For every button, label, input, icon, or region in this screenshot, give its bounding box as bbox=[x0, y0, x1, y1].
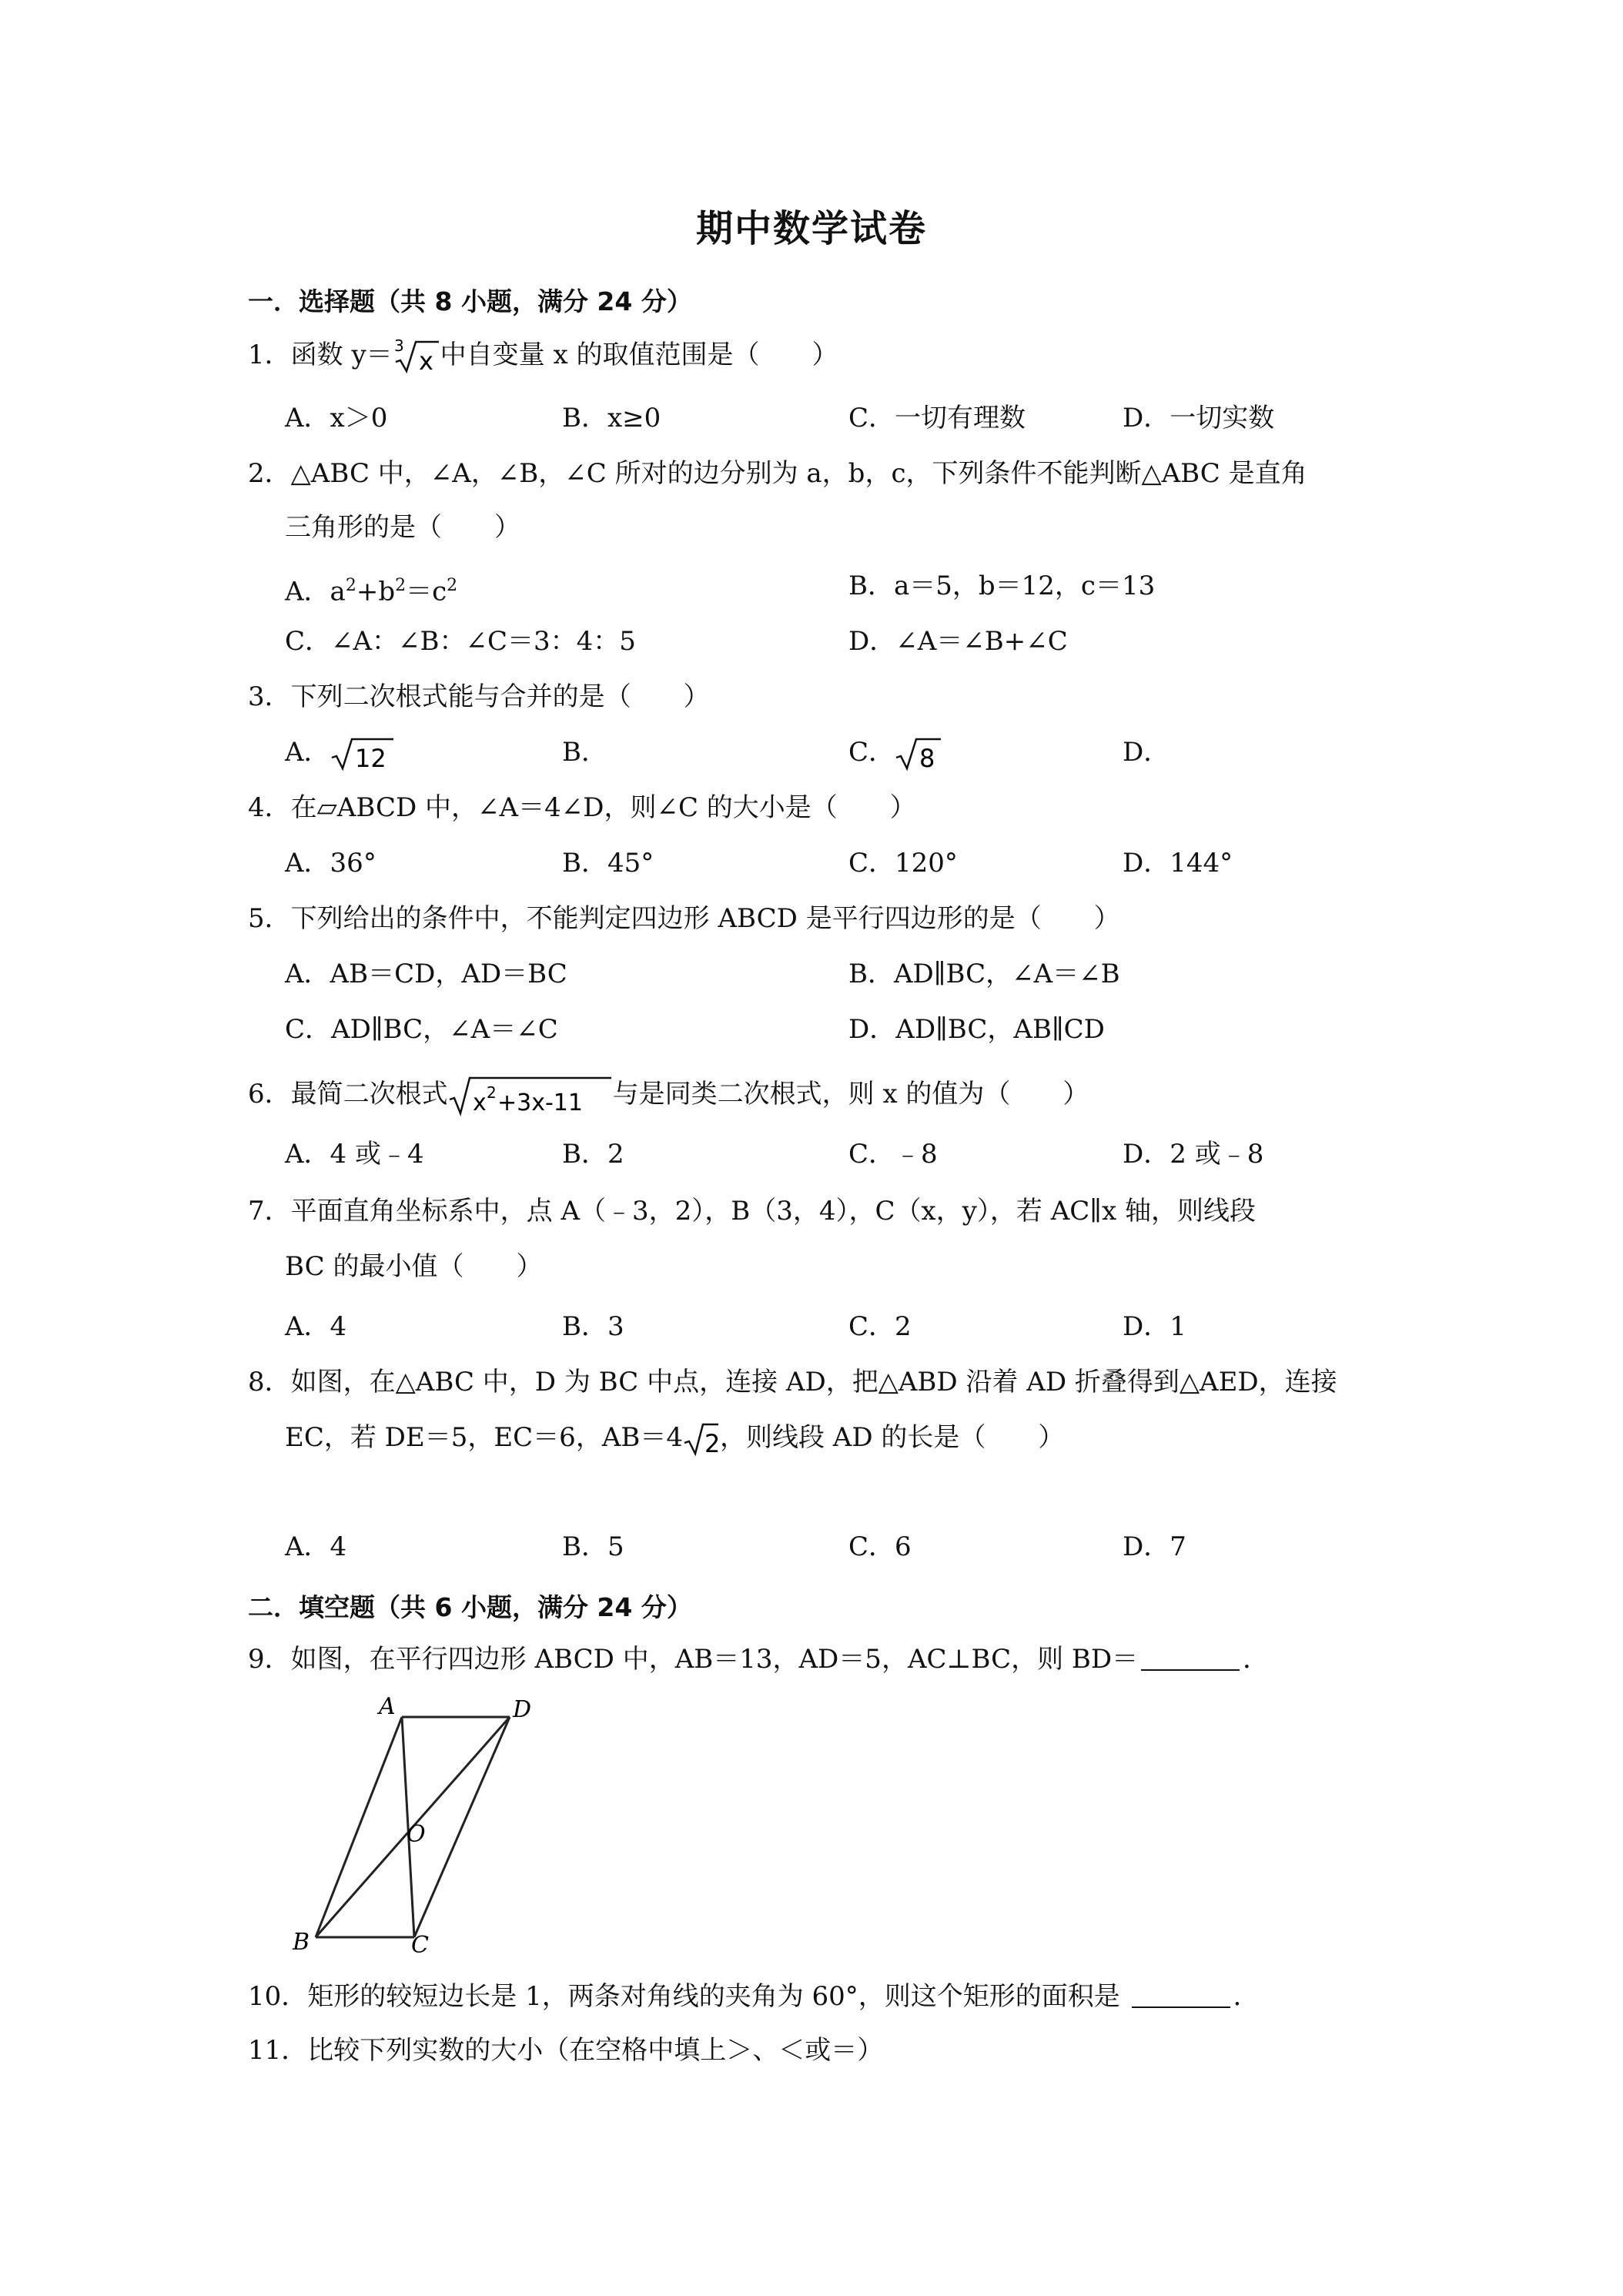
question-11: 11．比较下列实数的大小（在空格中填上＞、＜或＝） bbox=[248, 2035, 884, 2066]
q6-post: 与是同类二次根式，则 x 的值为（ ） bbox=[612, 1079, 1089, 1110]
question-10 bbox=[248, 1980, 1260, 2013]
q10-answer-blank[interactable] bbox=[1132, 1983, 1230, 2008]
question-5: 5．下列给出的条件中，不能判定四边形 ABCD 是平行四边形的是（ ） bbox=[248, 903, 1120, 934]
q2-option-c[interactable]: C．∠A：∠B：∠C＝3：4：5 bbox=[285, 626, 636, 657]
q3-a-label: A． bbox=[285, 737, 330, 768]
q3-option-b[interactable]: B． bbox=[562, 737, 607, 768]
q8-option-d[interactable]: D．7 bbox=[1123, 1531, 1186, 1562]
q4-option-c[interactable]: C．120° bbox=[848, 848, 958, 879]
section-1-heading: 一．选择题（共 8 小题，满分 24 分） bbox=[248, 286, 692, 316]
edge-dc bbox=[414, 1717, 510, 1937]
cube-root-symbol bbox=[393, 339, 440, 374]
q1-post: 中自变量 x 的取值范围是（ ） bbox=[440, 340, 838, 370]
q2-a-sup3: 2 bbox=[447, 576, 458, 595]
radical-body: 12 bbox=[354, 744, 387, 771]
q3-c-label: C． bbox=[848, 737, 895, 768]
q4-option-d[interactable]: D．144° bbox=[1123, 848, 1233, 879]
q1-option-c[interactable]: C．一切有理数 bbox=[848, 403, 1026, 433]
question-2-line-1: 2．△ABC 中，∠A，∠B，∠C 所对的边分别为 a，b，c，下列条件不能判断△ABC 是直角 bbox=[248, 458, 1307, 489]
q8-option-b[interactable]: B．5 bbox=[562, 1531, 624, 1562]
q2-a-mid: +b bbox=[356, 576, 396, 607]
radical-body: x bbox=[418, 346, 433, 374]
q6-option-d[interactable]: D．2 或﹣8 bbox=[1123, 1139, 1264, 1170]
q10-post: ． bbox=[1233, 1981, 1260, 2012]
q2-a-sup2: 2 bbox=[395, 576, 407, 595]
radical-index: 3 bbox=[393, 339, 404, 355]
q3-option-d[interactable]: D． bbox=[1123, 737, 1170, 768]
q3-option-a[interactable] bbox=[285, 736, 395, 771]
radical-body: 8 bbox=[919, 744, 935, 771]
square-root-symbol bbox=[683, 1421, 720, 1457]
label-o: O bbox=[407, 1821, 426, 1848]
q2-a-pre: A．a bbox=[285, 576, 346, 607]
question-3: 3．下列二次根式能与合并的是（ ） bbox=[248, 681, 710, 712]
q5-option-b[interactable]: B．AD∥BC，∠A＝∠B bbox=[848, 959, 1120, 989]
section-2-heading: 二．填空题（共 6 小题，满分 24 分） bbox=[248, 1592, 692, 1622]
q5-option-d[interactable]: D．AD∥BC，AB∥CD bbox=[848, 1014, 1105, 1045]
question-7-line-1: 7．平面直角坐标系中，点 A（﹣3，2），B（3，4），C（x，y），若 AC∥x 轴，则线段 bbox=[248, 1196, 1256, 1227]
square-root-symbol bbox=[448, 1075, 613, 1116]
q2-option-d[interactable]: D．∠A＝∠B+∠C bbox=[848, 626, 1068, 657]
q2-a-sup1: 2 bbox=[345, 576, 356, 595]
edge-ab bbox=[316, 1717, 402, 1937]
q5-option-c[interactable]: C．AD∥BC，∠A＝∠C bbox=[285, 1014, 558, 1045]
q7-option-c[interactable]: C．2 bbox=[848, 1311, 912, 1342]
q9-pre: 9．如图，在平行四边形 ABCD 中，AB＝13，AD＝5，AC⊥BC，则 BD＝ bbox=[248, 1644, 1139, 1675]
q8-option-a[interactable]: A．4 bbox=[285, 1531, 347, 1562]
question-6 bbox=[248, 1075, 1089, 1116]
q8-line2-post: ，则线段 AD 的长是（ ） bbox=[720, 1422, 1065, 1453]
q6-pre: 6．最简二次根式 bbox=[248, 1079, 448, 1110]
label-c: C bbox=[411, 1932, 429, 1956]
question-9 bbox=[248, 1643, 1269, 1675]
q7-option-a[interactable]: A．4 bbox=[285, 1311, 347, 1342]
q4-option-b[interactable]: B．45° bbox=[562, 848, 654, 879]
square-root-symbol bbox=[895, 736, 942, 771]
question-7-line-2: BC 的最小值（ ） bbox=[285, 1251, 543, 1282]
question-4: 4．在▱ABCD 中，∠A＝4∠D，则∠C 的大小是（ ） bbox=[248, 792, 916, 823]
radical-sup: 2 bbox=[486, 1083, 497, 1102]
parallelogram-figure bbox=[285, 1694, 539, 1956]
q1-option-d[interactable]: D．一切实数 bbox=[1123, 403, 1275, 433]
question-2-line-2: 三角形的是（ ） bbox=[285, 512, 520, 543]
page-title: 期中数学试卷 bbox=[695, 207, 927, 250]
q6-option-b[interactable]: B．2 bbox=[562, 1139, 624, 1170]
q8-line2-pre: EC，若 DE＝5，EC＝6，AB＝4 bbox=[285, 1422, 683, 1453]
question-8-line-1: 8．如图，在△ABC 中，D 为 BC 中点，连接 AD，把△ABD 沿着 AD 折叠得到△AED，连接 bbox=[248, 1367, 1337, 1397]
q6-option-a[interactable]: A．4 或﹣4 bbox=[285, 1139, 424, 1170]
q4-option-a[interactable]: A．36° bbox=[285, 848, 376, 879]
q9-answer-blank[interactable] bbox=[1141, 1646, 1240, 1671]
q7-option-d[interactable]: D．1 bbox=[1123, 1311, 1186, 1342]
square-root-symbol bbox=[330, 736, 395, 771]
q1-option-a[interactable]: A．x＞0 bbox=[285, 403, 388, 433]
label-d: D bbox=[513, 1696, 532, 1723]
q2-option-a[interactable] bbox=[285, 570, 457, 607]
q7-option-b[interactable]: B．3 bbox=[562, 1311, 624, 1342]
q3-option-c[interactable] bbox=[848, 736, 942, 771]
question-8-line-2 bbox=[285, 1421, 1064, 1457]
q1-pre: 1．函数 y＝ bbox=[248, 340, 393, 370]
q2-a-mid2: ＝c bbox=[406, 576, 447, 607]
radical-x: x bbox=[472, 1089, 487, 1116]
q8-option-c[interactable]: C．6 bbox=[848, 1531, 912, 1562]
radical-body: 2 bbox=[704, 1429, 720, 1457]
q5-option-a[interactable]: A．AB＝CD，AD＝BC bbox=[285, 959, 567, 989]
q1-option-b[interactable]: B．x≥0 bbox=[562, 403, 661, 433]
label-b: B bbox=[293, 1929, 310, 1956]
q6-option-c[interactable]: C．﹣8 bbox=[848, 1139, 938, 1170]
question-1 bbox=[248, 339, 838, 374]
radical-rest: +3x-11 bbox=[497, 1089, 583, 1116]
q9-post: ． bbox=[1243, 1644, 1270, 1675]
q10-pre: 10．矩形的较短边长是 1，两条对角线的夹角为 60°，则这个矩形的面积是 bbox=[248, 1981, 1129, 2012]
q2-option-b[interactable]: B．a＝5，b＝12，c＝13 bbox=[848, 571, 1156, 601]
label-a: A bbox=[379, 1694, 396, 1720]
